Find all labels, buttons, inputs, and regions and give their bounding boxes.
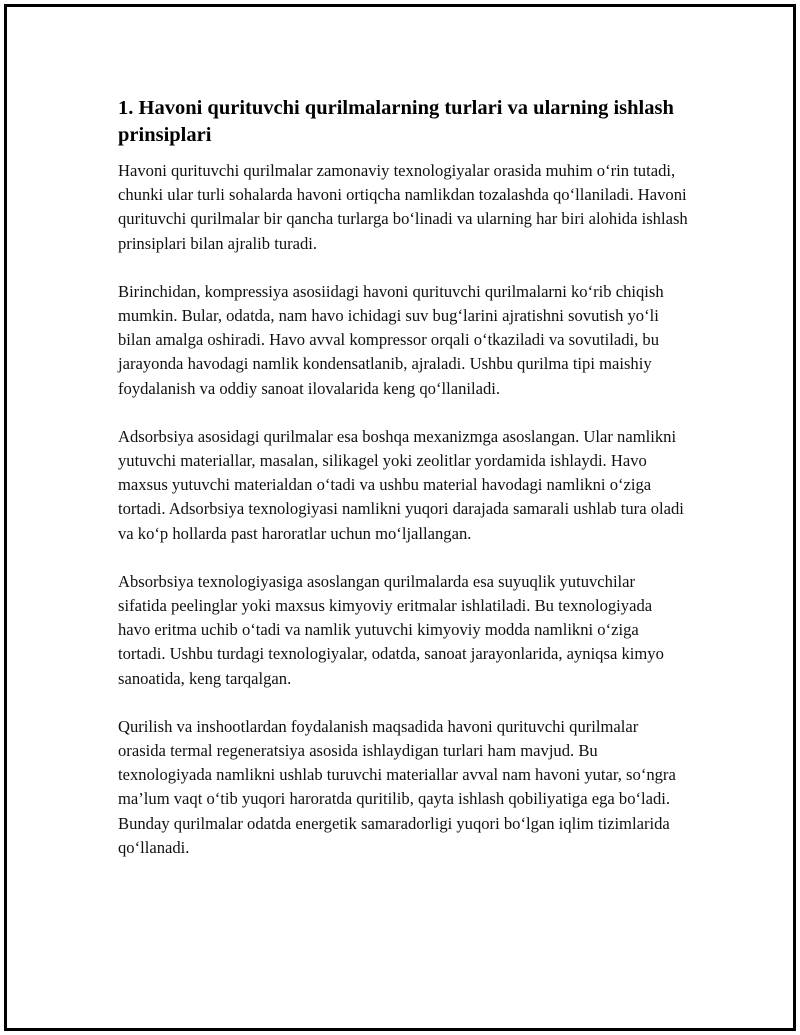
paragraph-thermal-regeneration: Qurilish va inshootlardan foydalanish maqsadida havoni qurituvchi qurilmalar orasida termal regeneratsiya asosida ishlaydigan turlari ham mavjud. Bu texnologiyada namlikni ushlab turuvchi materiallar avval nam havoni yutar, so‘ngra ma’lum vaqt o‘tib yuqori haroratda quritilib, qayta ishlash qobiliyatiga ega bo‘ladi. Bunday qurilmalar odatda energetik samaradorligi yuqori bo‘lgan iqlim tizimlarida qo‘llanadi.	[118, 716, 676, 857]
paragraph-adsorption: Adsorbsiya asosidagi qurilmalar esa boshqa mexanizmga asoslangan. Ular namlikni yutuvchi materiallar, masalan, silikagel yoki zeolitlar yordamida ishlaydi. Havo maxsus yutuvchi materialdan o‘tadi va ushbu material havodagi namlikni o‘ziga tortadi. Adsorbsiya texnologiyasi namlikni yuqori darajada samarali ushlab tura oladi va ko‘p hollarda past haroratlar uchun mo‘ljallangan.	[118, 426, 684, 543]
section-heading: 1. Havoni qurituvchi qurilmalarning turlari va ularning ishlash prinsiplari	[118, 97, 674, 146]
paragraph-intro: Havoni qurituvchi qurilmalar zamonaviy texnologiyalar orasida muhim o‘rin tutadi, chunki ular turli sohalarda havoni ortiqcha namlikdan tozalashda qo‘llaniladi. Havoni qurituvchi qurilmalar bir qancha turlarga bo‘linadi va ularning har biri alohida ishlash prinsiplari bilan ajralib turadi.	[118, 161, 688, 253]
paragraph-compression: Birinchidan, kompressiya asosiidagi havoni qurituvchi qurilmalarni ko‘rib chiqish mumkin. Bular, odatda, nam havo ichidagi suv bug‘larini ajratishni sovutish yo‘li bilan amalga oshiradi. Havo avval kompressor orqali o‘tkaziladi va sovutiladi, bu jarayonda havodagi namlik kondensatlanib, ajraladi. Ushbu qurilma tipi maishiy foydalanish va oddiy sanoat ilovalarida keng qo‘llaniladi.	[118, 281, 664, 398]
paragraph-absorption: Absorbsiya texnologiyasiga asoslangan qurilmalarda esa suyuqlik yutuvchilar sifatida peelinglar yoki maxsus kimyoviy eritmalar ishlatiladi. Bu texnologiyada havo eritma uchib o‘tadi va namlik yutuvchi kimyoviy modda namlikni o‘ziga tortadi. Ushbu turdagi texnologiyalar, odatda, sanoat jarayonlarida, ayniqsa kimyo sanoatida, keng tarqalgan.	[118, 571, 664, 688]
document-body	[118, 95, 688, 884]
